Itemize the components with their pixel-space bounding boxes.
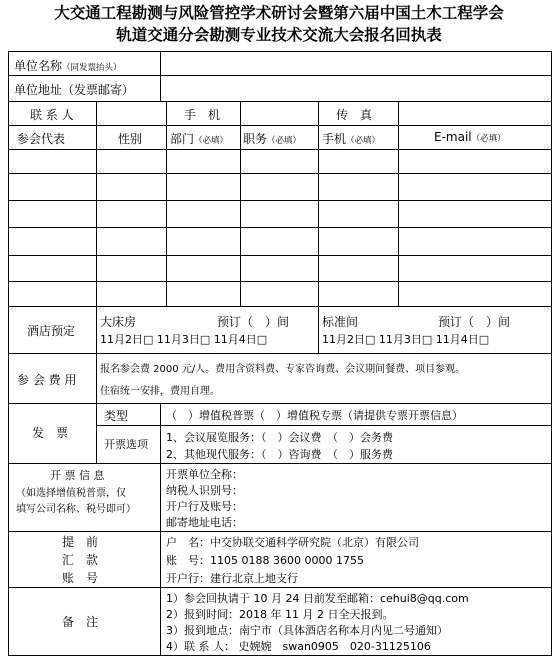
standard-room-booking[interactable]: 预订（ ）间 [438,315,511,329]
fax-field[interactable] [400,103,550,124]
big-bed-label: 大床房 [100,315,137,329]
participant-row[interactable] [9,174,551,200]
invoice-item-line2[interactable]: 2、其他现代服务：（ ）咨询费 （ ）服务费 [166,448,393,461]
participant-header-email: E-mail（必填） [434,130,506,144]
participant-header-title: 职务（必填） [243,132,302,146]
note-line: 4）联 系 人： 史婉婉 swan0905 020-31125106 [166,640,431,653]
participant-row[interactable] [9,282,551,306]
participant-row[interactable] [9,228,551,255]
invoice-type-label: 类型 [104,409,129,423]
participant-row[interactable] [9,201,551,227]
standard-room-dates[interactable]: 11月2日□ 11月3日□ 11月4日□ [322,333,490,346]
participant-row[interactable] [9,150,551,173]
remit-label-1: 提 前 [62,535,99,549]
form-title-line2: 轨道交通分会勘测专业技术交流大会报名回执表 [116,26,442,44]
phone-label: 手 机 [184,108,221,122]
note-line: 3）报到地点：南宁市（具体酒店名称本月内见二号通知） [166,624,448,637]
contact-field[interactable] [98,103,164,124]
fee-text-line1: 报名参会费 2000 元/人。费用含资料费、专家咨询费、会议期间餐费、项目参观。 [100,364,466,375]
bank-account-field[interactable]: 开户行及账号： [166,500,243,513]
note-line: 1）参会回执请于 10 月 24 日前发至邮箱：cehui8@qq.com [166,592,469,605]
participant-header-dept: 部门（必填） [170,132,229,146]
invoice-item-label: 开票选项 [104,438,148,451]
remit-bank: 开户行：建行北京上地支行 [166,572,298,585]
participant-header-rep: 参会代表 [17,132,66,146]
taxpayer-id-field[interactable]: 纳税人识别号： [166,484,243,497]
fee-text-line2: 住宿统一安排，费用自理。 [100,386,220,397]
remit-label-3: 账 号 [62,571,99,585]
mailing-address-field[interactable]: 邮寄地址电话： [166,516,243,529]
unit-address-label: 单位地址（发票邮寄） [14,83,135,97]
notes-label: 备 注 [62,615,99,629]
remit-account-number: 账 号：1105 0188 3600 0000 1755 [166,554,364,567]
invoice-label: 发 票 [32,426,69,440]
unit-name-label: 单位名称（同发票抬头） [14,59,122,73]
invoice-type-options[interactable]: （ ）增值税普票（ ）增值税专票（请提供专票开票信息） [166,409,463,422]
big-bed-booking[interactable]: 预订（ ）间 [217,315,290,329]
fax-label: 传 真 [336,108,373,122]
fee-label: 参 会 费 用 [17,373,77,387]
hotel-label: 酒店预定 [27,324,76,338]
remit-account-name: 户 名：中交协联交通科学研究院（北京）有限公司 [166,536,419,549]
invoice-info-label: 开 票 信 息 [50,469,105,482]
standard-room-label: 标准间 [322,315,359,329]
form-title-line1: 大交通工程勘测与风险管控学术研讨会暨第六届中国土木工程学会 [54,4,504,22]
invoice-info-note1: （如选择增值税普票，仅 [16,488,126,499]
remit-label-2: 汇 款 [62,553,99,567]
invoice-info-note2: 填写公司名称、税号即可） [16,504,136,515]
invoice-item-line1[interactable]: 1、会议展览服务：（ ）会议费 （ ）会务费 [166,431,393,444]
participant-header-mobile: 手机（必填） [322,132,381,146]
unit-name-field[interactable] [162,53,550,74]
participant-row[interactable] [9,256,551,281]
invoice-company-name-field[interactable]: 开票单位全称： [166,468,243,481]
big-bed-dates[interactable]: 11月2日□ 11月3日□ 11月4日□ [100,333,268,346]
phone-field[interactable] [242,103,316,124]
contact-label: 联 系 人 [30,108,74,122]
unit-address-field[interactable] [162,77,550,100]
participant-header-gender: 性别 [118,132,143,146]
note-line: 2）报到时间：2018 年 11 月 2 日全天报到。 [166,608,394,621]
